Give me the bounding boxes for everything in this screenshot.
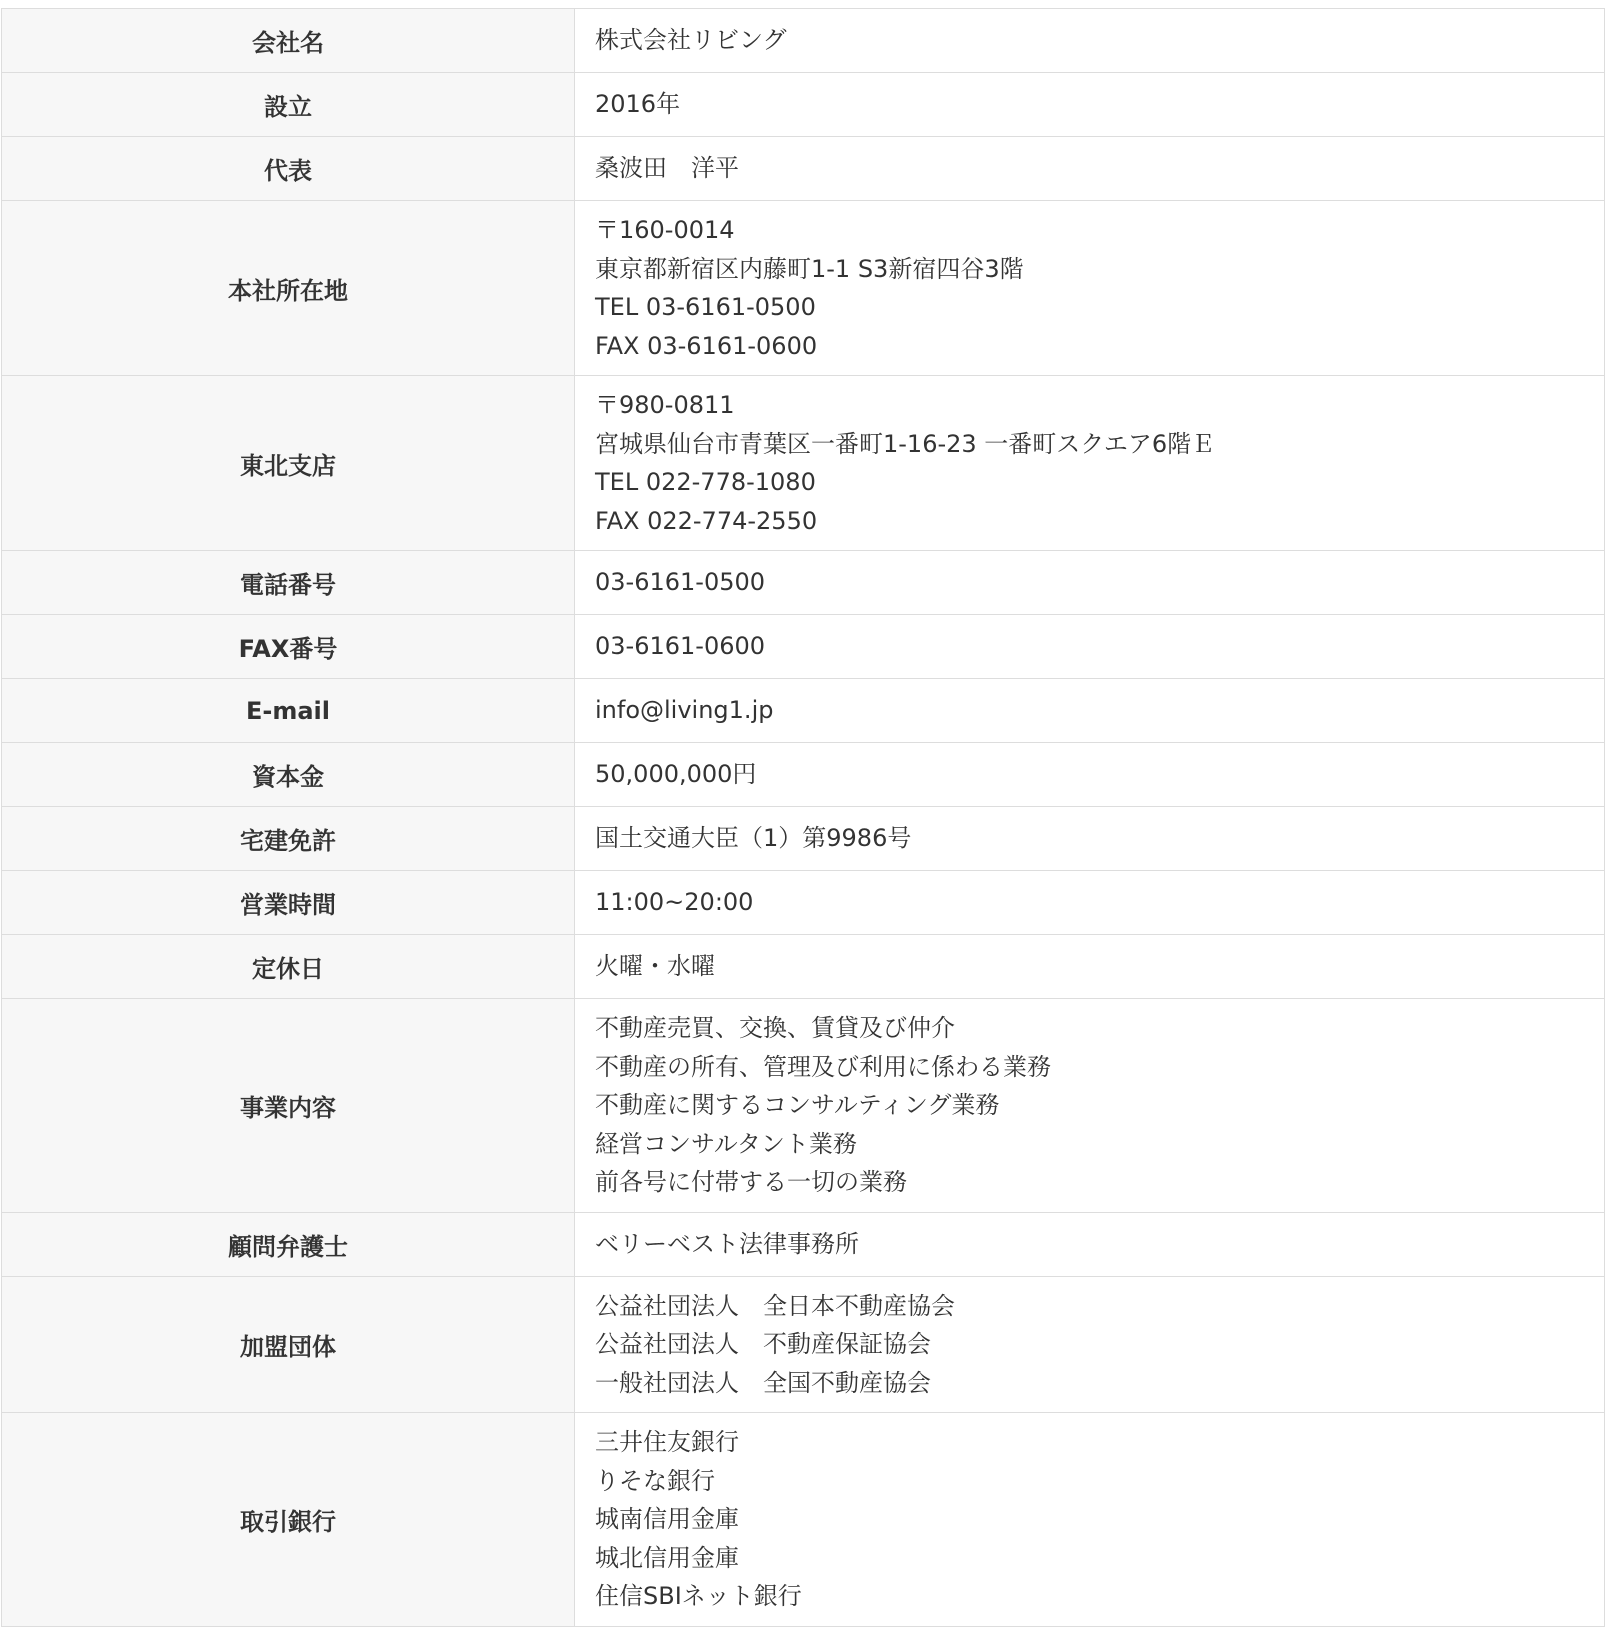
table-row [2, 999, 1605, 1213]
row-value-lines [595, 935, 1604, 998]
row-label: 事業内容 [2, 999, 575, 1213]
row-value-lines [595, 615, 1604, 678]
row-value-lines [595, 1413, 1604, 1626]
value-line: 城北信用金庫 [595, 1543, 739, 1572]
row-value [575, 999, 1605, 1213]
row-value [575, 1276, 1605, 1413]
table-row [2, 935, 1605, 999]
row-label: 顧問弁護士 [2, 1212, 575, 1276]
table-row [2, 679, 1605, 743]
value-line: 一般社団法人 全国不動産協会 [595, 1368, 931, 1397]
row-label: 電話番号 [2, 551, 575, 615]
row-value [575, 615, 1605, 679]
value-line: 03-6161-0600 [595, 632, 766, 660]
table-row [2, 551, 1605, 615]
value-line: 〒160-0014 [595, 216, 735, 244]
company-info-rows [2, 9, 1605, 1627]
row-value [575, 376, 1605, 551]
value-line: 国土交通大臣（1）第9986号 [595, 824, 912, 852]
table-row [2, 1212, 1605, 1276]
row-value [575, 935, 1605, 999]
row-label: 定休日 [2, 935, 575, 999]
row-value [575, 743, 1605, 807]
row-value [575, 201, 1605, 376]
table-row [2, 376, 1605, 551]
company-info-table [1, 8, 1605, 1627]
row-label: 取引銀行 [2, 1413, 575, 1627]
value-line: 公益社団法人 不動産保証協会 [595, 1330, 931, 1358]
table-row [2, 201, 1605, 376]
value-line: 公益社団法人 全日本不動産協会 [595, 1291, 955, 1320]
row-value [575, 551, 1605, 615]
row-label: 営業時間 [2, 871, 575, 935]
value-line: 〒980-0811 [595, 391, 735, 419]
table-row [2, 615, 1605, 679]
value-line: 不動産売買、交換、賃貸及び仲介 [595, 1014, 955, 1042]
value-line: FAX 03-6161-0600 [595, 331, 818, 360]
row-label: 本社所在地 [2, 201, 575, 376]
row-value-lines [595, 201, 1604, 375]
value-line: 住信SBIネット銀行 [595, 1582, 802, 1610]
table-row [2, 9, 1605, 73]
row-label: FAX番号 [2, 615, 575, 679]
row-value [575, 9, 1605, 73]
value-line: 城南信用金庫 [595, 1505, 739, 1533]
value-line: FAX 022-774-2550 [595, 506, 818, 535]
value-line: 桑波田 洋平 [595, 154, 739, 182]
row-value-lines [595, 137, 1604, 200]
row-value-lines [595, 679, 1604, 742]
value-line: 不動産の所有、管理及び利用に係わる業務 [595, 1052, 1051, 1081]
row-value [575, 137, 1605, 201]
row-label: 代表 [2, 137, 575, 201]
value-line: 東京都新宿区内藤町1-1 S3新宿四谷3階 [595, 254, 1024, 283]
table-row [2, 137, 1605, 201]
row-value [575, 1413, 1605, 1627]
value-line: 経営コンサルタント業務 [595, 1129, 857, 1158]
row-label: 東北支店 [2, 376, 575, 551]
table-row [2, 743, 1605, 807]
value-line: 宮城県仙台市青葉区一番町1-16-23 一番町スクエア6階Ｅ [595, 429, 1216, 458]
value-line: 11:00~20:00 [595, 888, 754, 916]
row-value [575, 679, 1605, 743]
row-label: 宅建免許 [2, 807, 575, 871]
row-label: E-mail [2, 679, 575, 743]
table-row [2, 1276, 1605, 1413]
row-value [575, 807, 1605, 871]
table-row [2, 871, 1605, 935]
row-value-lines [595, 9, 1604, 72]
value-line: info@living1.jp [595, 696, 774, 724]
table-row [2, 807, 1605, 871]
row-value [575, 1212, 1605, 1276]
row-value-lines [595, 743, 1604, 806]
value-line: 不動産に関するコンサルティング業務 [595, 1091, 1000, 1119]
row-value-lines [595, 1213, 1604, 1276]
value-line: ベリーベスト法律事務所 [595, 1229, 859, 1258]
value-line: 2016年 [595, 90, 681, 118]
value-line: 三井住友銀行 [595, 1428, 739, 1456]
value-line: 火曜・水曜 [595, 952, 715, 980]
row-value-lines [595, 871, 1604, 934]
table-row [2, 1413, 1605, 1627]
row-value-lines [595, 551, 1604, 614]
value-line: りそな銀行 [595, 1466, 715, 1495]
value-line: TEL 022-778-1080 [595, 468, 816, 496]
value-line: 03-6161-0500 [595, 568, 766, 596]
value-line: 前各号に付帯する一切の業務 [595, 1168, 907, 1196]
table-row [2, 73, 1605, 137]
row-value-lines [595, 73, 1604, 136]
row-label: 会社名 [2, 9, 575, 73]
row-value-lines [595, 376, 1604, 550]
row-value-lines [595, 999, 1604, 1212]
row-value-lines [595, 807, 1604, 870]
row-value [575, 871, 1605, 935]
row-label: 加盟団体 [2, 1276, 575, 1413]
value-line: 50,000,000円 [595, 760, 757, 788]
row-value [575, 73, 1605, 137]
value-line: TEL 03-6161-0500 [595, 293, 816, 321]
row-value-lines [595, 1277, 1604, 1413]
row-label: 資本金 [2, 743, 575, 807]
row-label: 設立 [2, 73, 575, 137]
value-line: 株式会社リビング [595, 26, 787, 54]
